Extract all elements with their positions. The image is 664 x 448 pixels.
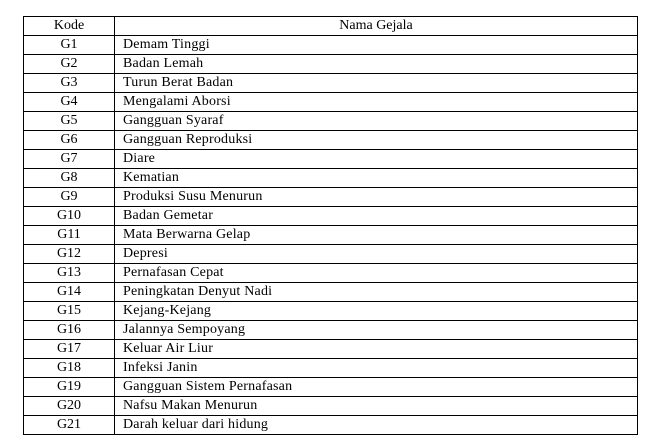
symptom-name-cell: Kematian <box>115 169 638 188</box>
symptom-code-cell: G15 <box>24 302 115 321</box>
symptom-name-cell: Demam Tinggi <box>115 36 638 55</box>
symptom-code-cell: G13 <box>24 264 115 283</box>
table-row <box>24 378 638 397</box>
table-row <box>24 340 638 359</box>
symptom-code-cell: G1 <box>24 36 115 55</box>
table-row <box>24 93 638 112</box>
symptom-name-cell: Turun Berat Badan <box>115 74 638 93</box>
table-body <box>24 36 638 435</box>
table-row <box>24 397 638 416</box>
symptom-code-cell: G2 <box>24 55 115 74</box>
symptom-code-cell: G9 <box>24 188 115 207</box>
symptom-code-cell: G11 <box>24 226 115 245</box>
symptom-code-cell: G12 <box>24 245 115 264</box>
table-row <box>24 169 638 188</box>
table-row <box>24 74 638 93</box>
symptom-name-cell: Pernafasan Cepat <box>115 264 638 283</box>
symptom-code-cell: G5 <box>24 112 115 131</box>
table-row <box>24 207 638 226</box>
symptom-name-cell: Nafsu Makan Menurun <box>115 397 638 416</box>
symptom-code-cell: G7 <box>24 150 115 169</box>
table-row <box>24 264 638 283</box>
symptom-name-cell: Keluar Air Liur <box>115 340 638 359</box>
table-row <box>24 112 638 131</box>
table-row <box>24 36 638 55</box>
symptom-code-cell: G6 <box>24 131 115 150</box>
symptom-code-cell: G10 <box>24 207 115 226</box>
table-row <box>24 321 638 340</box>
table-row <box>24 150 638 169</box>
symptom-name-cell: Kejang-Kejang <box>115 302 638 321</box>
symptom-code-cell: G20 <box>24 397 115 416</box>
symptom-name-cell: Peningkatan Denyut Nadi <box>115 283 638 302</box>
symptom-name-cell: Darah keluar dari hidung <box>115 416 638 435</box>
symptom-code-cell: G14 <box>24 283 115 302</box>
symptom-name-cell: Badan Lemah <box>115 55 638 74</box>
symptom-name-cell: Diare <box>115 150 638 169</box>
table-row <box>24 283 638 302</box>
symptom-name-cell: Mengalami Aborsi <box>115 93 638 112</box>
header-name: Nama Gejala <box>115 17 638 36</box>
symptom-name-cell: Depresi <box>115 245 638 264</box>
symptom-name-cell: Gangguan Reproduksi <box>115 131 638 150</box>
symptom-name-cell: Badan Gemetar <box>115 207 638 226</box>
symptom-code-cell: G18 <box>24 359 115 378</box>
symptom-code-cell: G16 <box>24 321 115 340</box>
symptom-code-cell: G3 <box>24 74 115 93</box>
symptom-code-cell: G17 <box>24 340 115 359</box>
table-header-row <box>24 17 638 36</box>
table-row <box>24 416 638 435</box>
table-row <box>24 188 638 207</box>
symptom-code-cell: G19 <box>24 378 115 397</box>
table-row <box>24 226 638 245</box>
table-row <box>24 131 638 150</box>
symptom-name-cell: Mata Berwarna Gelap <box>115 226 638 245</box>
header-code: Kode <box>24 17 115 36</box>
symptom-code-cell: G4 <box>24 93 115 112</box>
symptom-code-cell: G21 <box>24 416 115 435</box>
symptom-name-cell: Produksi Susu Menurun <box>115 188 638 207</box>
table-row <box>24 55 638 74</box>
table-row <box>24 302 638 321</box>
symptom-table <box>23 16 638 435</box>
symptom-table-container <box>23 16 637 435</box>
symptom-name-cell: Infeksi Janin <box>115 359 638 378</box>
symptom-name-cell: Gangguan Sistem Pernafasan <box>115 378 638 397</box>
table-row <box>24 245 638 264</box>
table-row <box>24 359 638 378</box>
symptom-name-cell: Jalannya Sempoyang <box>115 321 638 340</box>
symptom-name-cell: Gangguan Syaraf <box>115 112 638 131</box>
symptom-code-cell: G8 <box>24 169 115 188</box>
